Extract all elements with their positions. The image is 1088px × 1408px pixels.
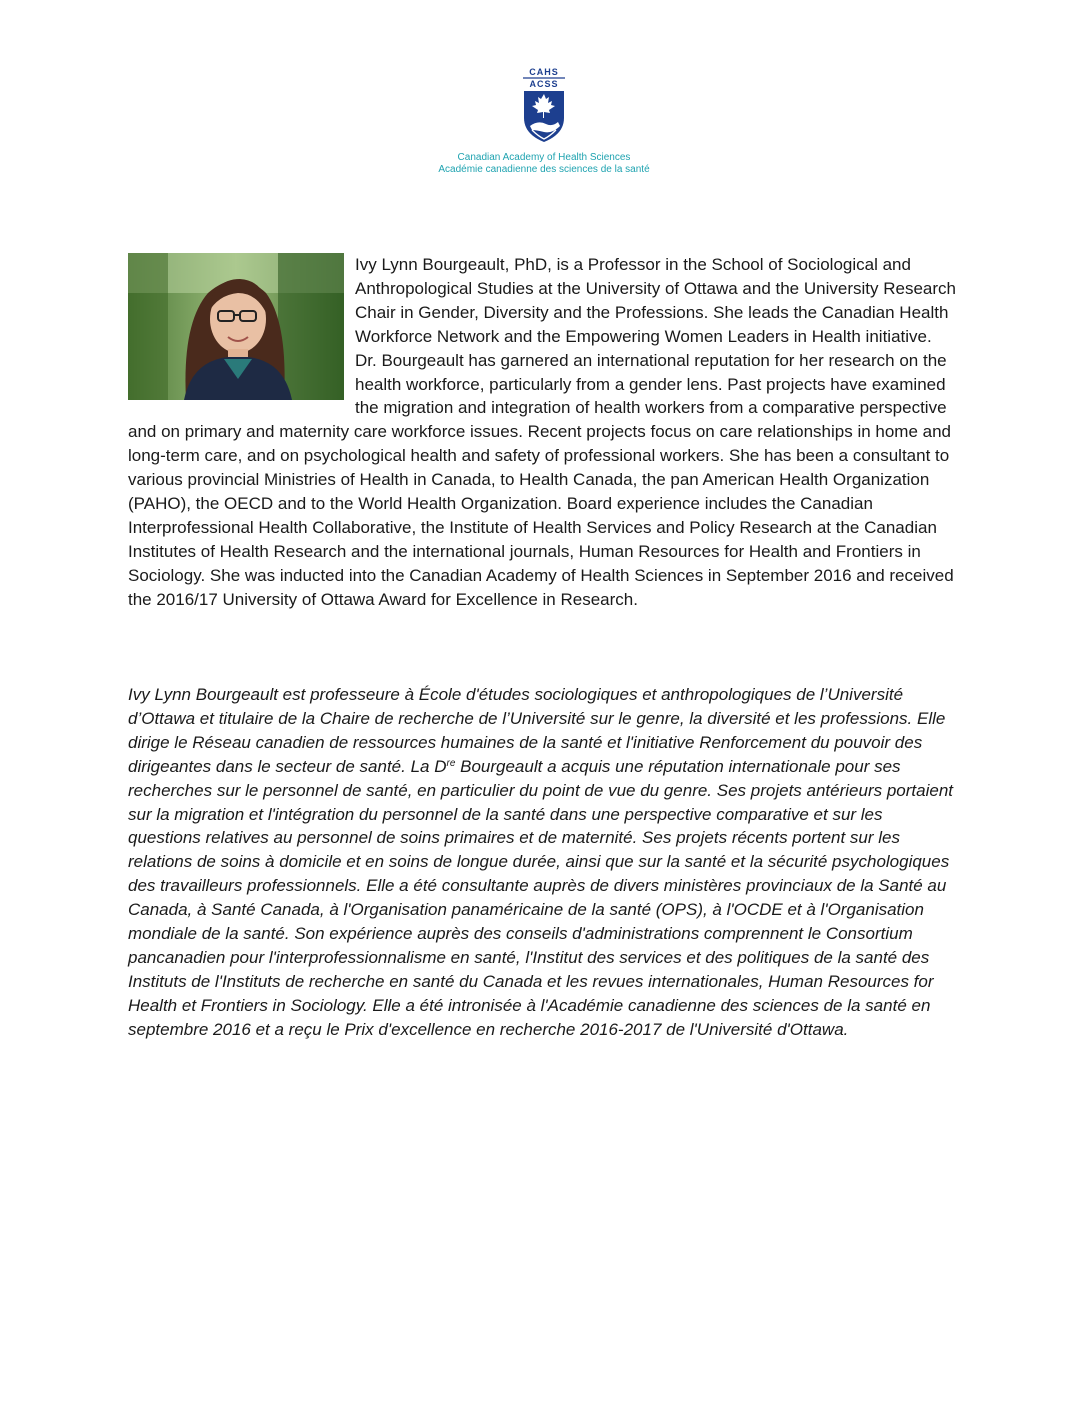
logo-text-acss: ACSS bbox=[529, 79, 559, 89]
bio-french-text bbox=[128, 683, 958, 1042]
logo-text-cahs: CAHS bbox=[529, 67, 559, 77]
biography-english bbox=[128, 253, 958, 612]
bio-french-superscript: re bbox=[446, 757, 456, 769]
bio-french-part2: Bourgeault a acquis une réputation internationale pour ses recherches sur le personnel de santé, en particulier du point de vue du genre. Ses projets antérieurs portaient sur la migration et l'intégration du personnel de la santé dans une perspective comparative et sur les questions relatives au personnel de soins primaires et de maternité. Ses projets récents portent sur les relations de soins à domicile et en soins de longue durée, ainsi que sur la santé et la sécurité psychologiques des travailleurs professionnels. Elle a été consultante auprès de divers ministères provinciaux de la Santé au Canada, à Santé Canada, à l'Organisation panaméricaine de la santé (OPS), à l'OCDE et à l'Organisation mondiale de la santé. Son expérience auprès des conseils d'administrations comprennent le Consortium pancanadien pour l'interprofessionnalisme en santé, l'Institut des services et des politiques de la santé des Instituts de l'Instituts de recherche en santé du Canada et les revues internationales, Human Resources for Health et Frontiers in Sociology. Elle a été intronisée à l'Académie canadienne des sciences de la santé en septembre 2016 et a reçu le Prix d'excellence en recherche 2016-2017 de l'Université d'Ottawa. bbox=[128, 756, 953, 1039]
header-logo bbox=[0, 66, 1088, 176]
cahs-logo-icon bbox=[520, 66, 568, 144]
biography-french bbox=[128, 683, 958, 1042]
org-name-english: Canadian Academy of Health Sciences bbox=[457, 152, 631, 163]
org-name-french: Académie canadienne des sciences de la santé bbox=[438, 164, 650, 175]
bio-french-part1: Ivy Lynn Bourgeault est professeure à École d'études sociologiques et anthropologiques de l’Université d’Ottawa et titulaire de la Chaire de recherche de l’Université sur le genre, la diversité et les professions. Elle dirige le Réseau canadien de ressources humaines de la santé et l'initiative Renforcement du pouvoir des dirigeantes dans le secteur de santé. La D bbox=[128, 685, 946, 776]
bio-english-text: Ivy Lynn Bourgeault, PhD, is a Professor in the School of Sociological and Anthropological Studies at the University of Ottawa and the University Research Chair in Gender, Diversity and the Professions. She leads the Canadian Health Workforce Network and the Empowering Women Leaders in Health initiative. Dr. Bourgeault has garnered an international reputation for her research on the health workforce, particularly from a gender lens. Past projects have examined the migration and integration of health workers from a comparative perspective and on primary and maternity care workforce issues. Recent projects focus on care relationships in home and long-term care, and on psychological health and safety of professional workers. She has been a consultant to various provincial Ministries of Health in Canada, to Health Canada, the pan American Health Organization (PAHO), the OECD and to the World Health Organization. Board experience includes the Canadian Interprofessional Health Collaborative, the Institute of Health Services and Policy Research at the Canadian Institutes of Health Research and the international journals, Human Resources for Health and Frontiers in Sociology. She was inducted into the Canadian Academy of Health Sciences in September 2016 and received the 2016/17 University of Ottawa Award for Excellence in Research. bbox=[128, 255, 956, 609]
portrait-photo bbox=[128, 253, 344, 400]
